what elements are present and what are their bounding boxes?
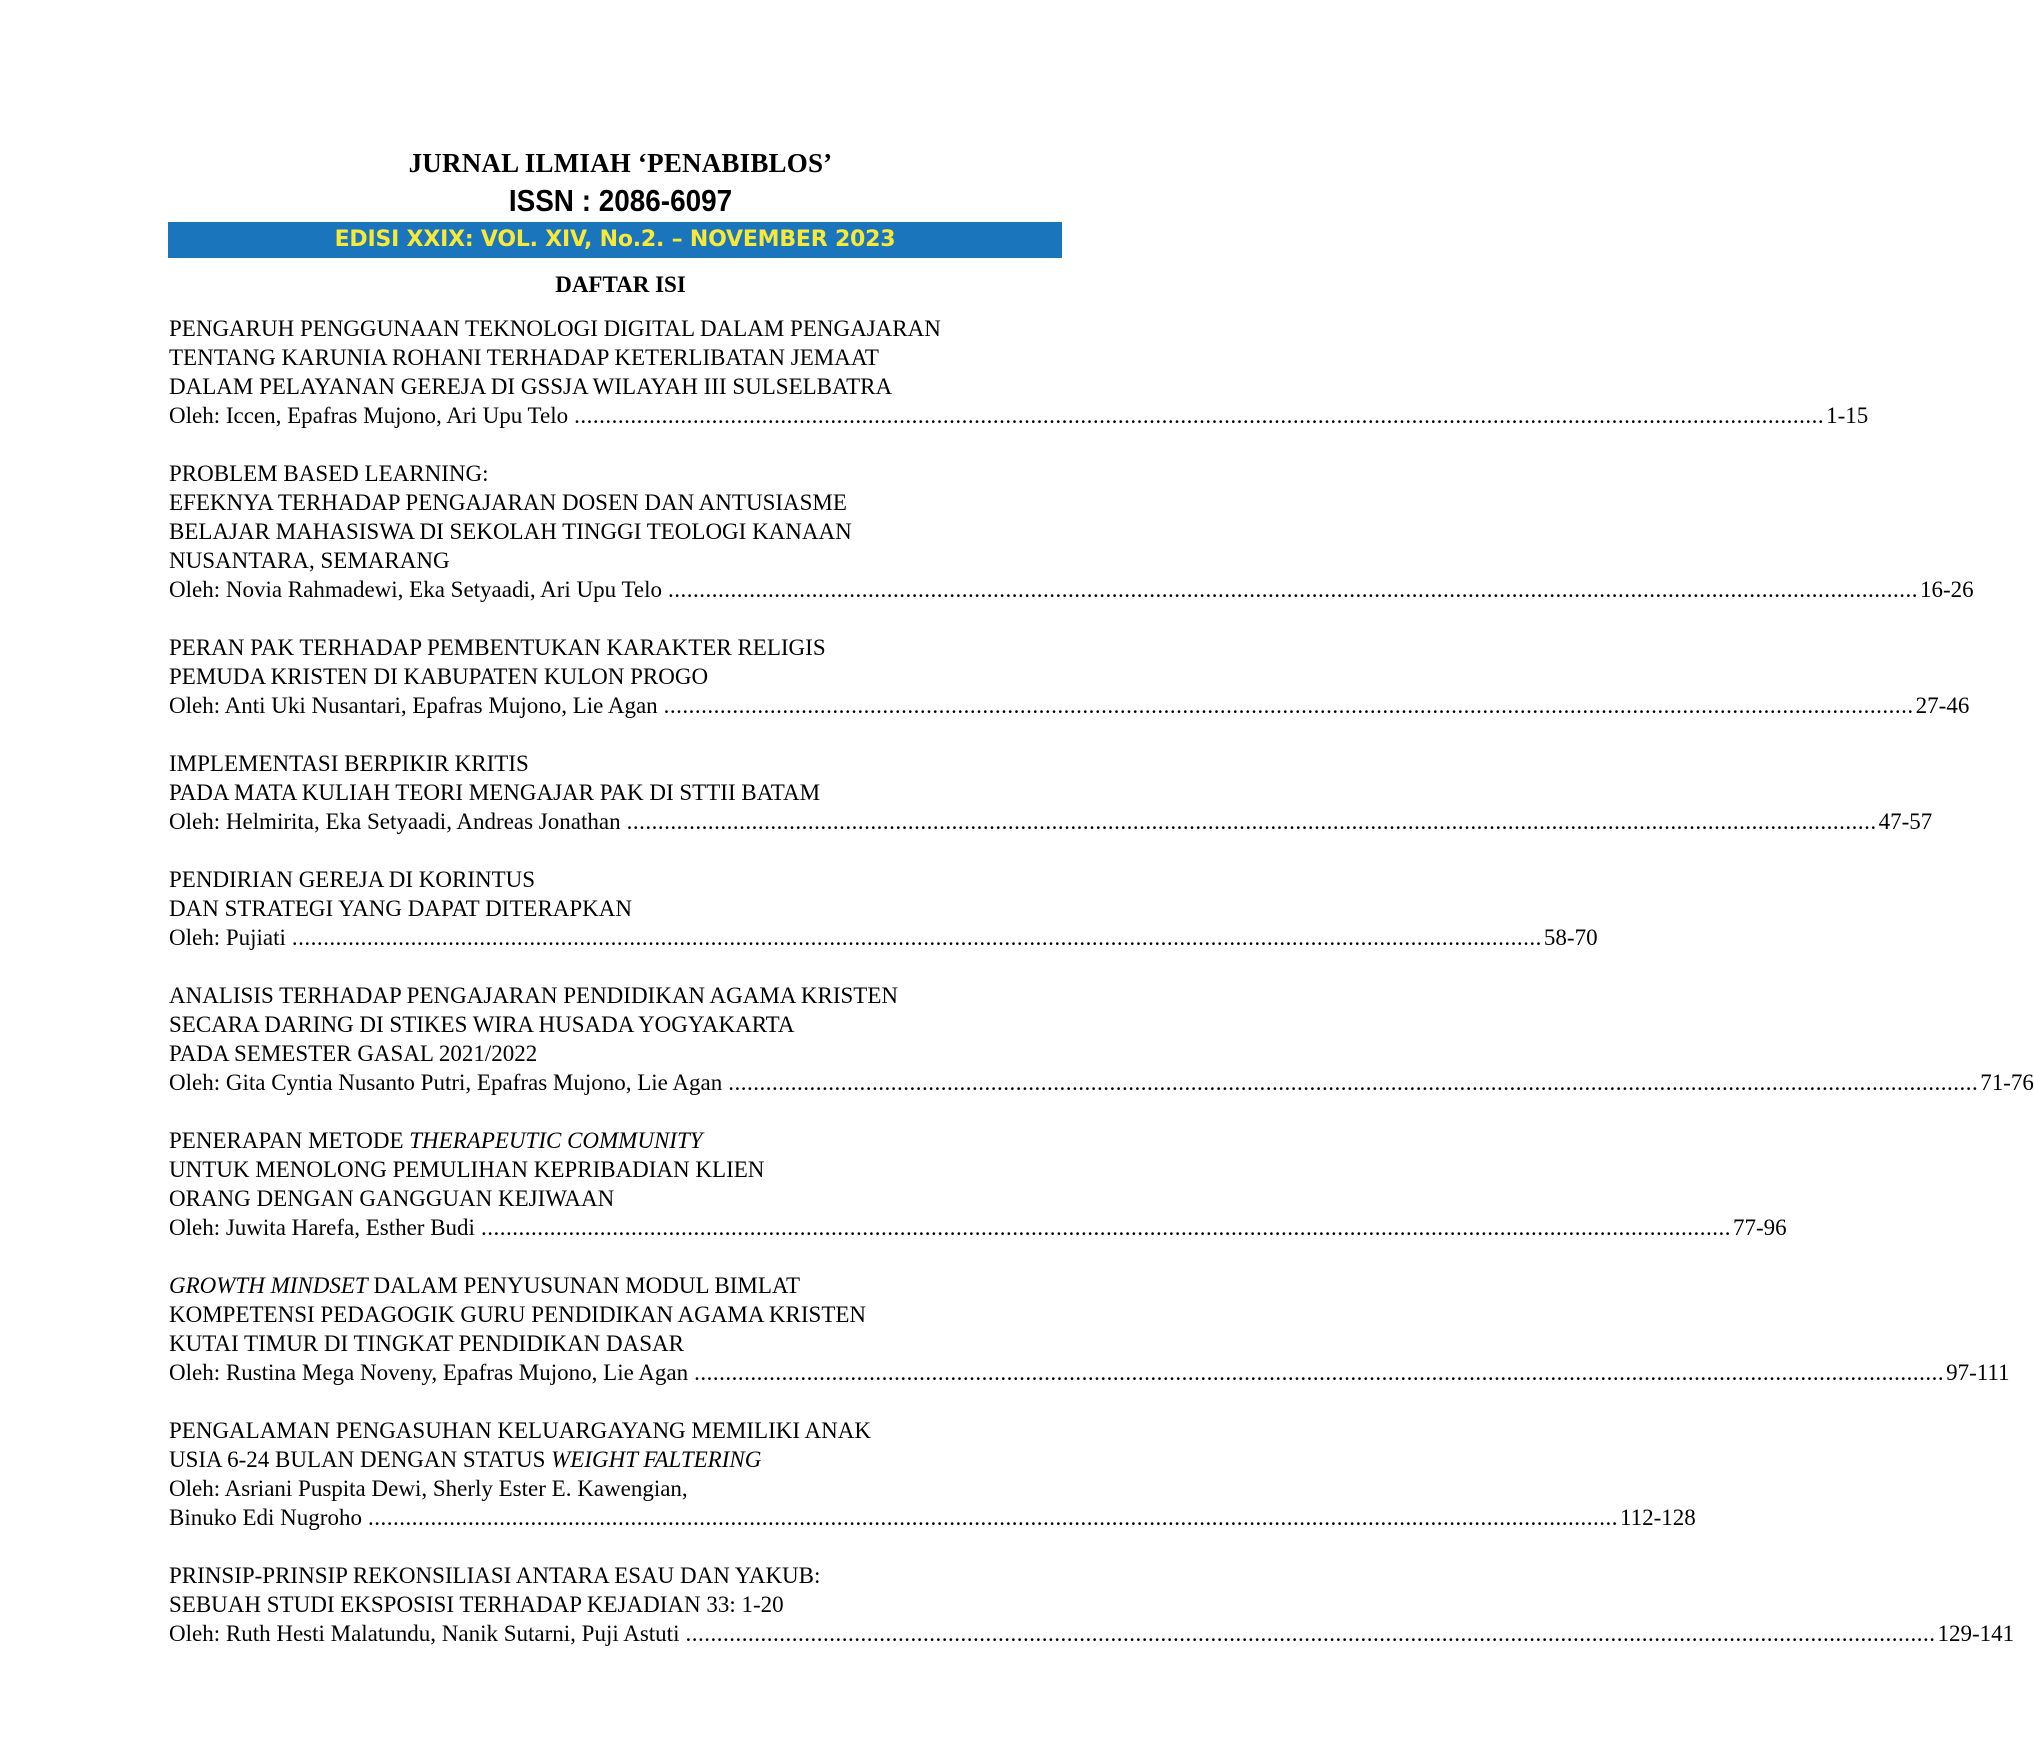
author-line xyxy=(169,807,1933,836)
toc-entry[interactable] xyxy=(169,1271,2010,1387)
author-line xyxy=(169,1503,1696,1532)
title-italic-text: THERAPEUTIC COMMUNITY xyxy=(409,1128,703,1153)
article-title-line: PROBLEM BASED LEARNING: xyxy=(169,461,489,486)
article-title-line: PENGALAMAN PENGASUHAN KELUARGAYANG MEMILIKI ANAK xyxy=(169,1418,871,1443)
toc-entry[interactable] xyxy=(169,1561,2015,1648)
article-title-line: PENDIRIAN GEREJA DI KORINTUS xyxy=(169,867,536,892)
leader-dots: ........................................................................................................................................................................................................ xyxy=(480,1215,1731,1240)
page-range: 27-46 xyxy=(1915,693,1970,718)
article-title-line: UNTUK MENOLONG PEMULIHAN KEPRIBADIAN KLIEN xyxy=(169,1157,765,1182)
leader-dots: ........................................................................................................................................................................................................ xyxy=(694,1360,1945,1385)
article-title-line: SEBUAH STUDI EKSPOSISI TERHADAP KEJADIAN 33: 1-20 xyxy=(169,1592,784,1617)
page-range: 97-111 xyxy=(1946,1360,2010,1385)
leader-dots: ........................................................................................................................................................................................................ xyxy=(663,693,1914,718)
page-range: 47-57 xyxy=(1878,809,1933,834)
article-title-line: DALAM PELAYANAN GEREJA DI GSSJA WILAYAH III SULSELBATRA xyxy=(169,374,893,399)
article-title-line: ORANG DENGAN GANGGUAN KEJIWAAN xyxy=(169,1186,615,1211)
leader-dots: ........................................................................................................................................................................................................ xyxy=(668,577,1918,602)
author-line xyxy=(169,1213,1787,1242)
article-authors: Oleh: Rustina Mega Noveny, Epafras Mujono, Lie Agan xyxy=(169,1360,689,1385)
article-authors: Oleh: Pujiati xyxy=(169,925,286,950)
article-authors: Oleh: Gita Cyntia Nusanto Putri, Epafras Mujono, Lie Agan xyxy=(169,1070,723,1095)
leader-dots: ........................................................................................................................................................................................................ xyxy=(626,809,1877,834)
toc-entry[interactable] xyxy=(169,1416,1696,1532)
toc-entry[interactable] xyxy=(169,749,1933,836)
article-title-line: PENGARUH PENGGUNAAN TEKNOLOGI DIGITAL DALAM PENGAJARAN xyxy=(169,316,941,341)
author-line xyxy=(169,575,1974,604)
page-range: 58-70 xyxy=(1543,925,1598,950)
article-title-line: DAN STRATEGI YANG DAPAT DITERAPKAN xyxy=(169,896,633,921)
article-title-line: PERAN PAK TERHADAP PEMBENTUKAN KARAKTER RELIGIS xyxy=(169,635,826,660)
page-range: 71-76 xyxy=(1980,1070,2034,1095)
leader-dots: ........................................................................................................................................................................................................ xyxy=(728,1070,1979,1095)
article-title-line: IMPLEMENTASI BERPIKIR KRITIS xyxy=(169,751,529,776)
leader-dots: ........................................................................................................................................................................................................ xyxy=(291,925,1542,950)
page-range: 1-15 xyxy=(1826,403,1869,428)
author-line xyxy=(169,401,1869,430)
article-title-line: KUTAI TIMUR DI TINGKAT PENDIDIKAN DASAR xyxy=(169,1331,685,1356)
article-title-line xyxy=(169,1271,1069,1300)
author-line xyxy=(169,1358,2010,1387)
article-title-line: PEMUDA KRISTEN DI KABUPATEN KULON PROGO xyxy=(169,664,709,689)
toc-entry[interactable] xyxy=(169,865,1598,952)
author-line xyxy=(169,923,1598,952)
page-range: 129-141 xyxy=(1937,1621,2015,1646)
toc-heading: DAFTAR ISI xyxy=(555,272,686,297)
toc-entry[interactable] xyxy=(169,459,1974,604)
article-authors: Oleh: Novia Rahmadewi, Eka Setyaadi, Ari Upu Telo xyxy=(169,577,662,602)
article-authors: Oleh: Juwita Harefa, Esther Budi xyxy=(169,1215,475,1240)
title-text: USIA 6-24 BULAN DENGAN STATUS xyxy=(169,1447,552,1472)
title-text: PENERAPAN METODE xyxy=(169,1128,410,1153)
page-range: 77-96 xyxy=(1732,1215,1787,1240)
article-title-line: ANALISIS TERHADAP PENGAJARAN PENDIDIKAN AGAMA KRISTEN xyxy=(169,983,899,1008)
article-title-line: PRINSIP-PRINSIP REKONSILIASI ANTARA ESAU DAN YAKUB: xyxy=(169,1563,821,1588)
article-title-line: BELAJAR MAHASISWA DI SEKOLAH TINGGI TEOLOGI KANAAN xyxy=(169,519,852,544)
toc-entry[interactable] xyxy=(169,1126,1787,1242)
article-authors: Oleh: Ruth Hesti Malatundu, Nanik Sutarni, Puji Astuti xyxy=(169,1621,680,1646)
issn-number: ISSN : 2086-6097 xyxy=(508,183,733,218)
edition-banner: EDISI XXIX: VOL. XIV, No.2. – NOVEMBER 2023 xyxy=(168,222,1062,258)
article-title-line xyxy=(169,1445,1069,1474)
article-title-line xyxy=(169,1126,1069,1155)
article-authors: Oleh: Asriani Puspita Dewi, Sherly Ester E. Kawengian, xyxy=(169,1476,688,1501)
article-title-line: PADA MATA KULIAH TEORI MENGAJAR PAK DI STTII BATAM xyxy=(169,780,821,805)
toc-entry[interactable] xyxy=(169,633,1970,720)
title-italic-text: WEIGHT FALTERING xyxy=(551,1447,762,1472)
author-line xyxy=(169,1068,2034,1097)
article-title-line: TENTANG KARUNIA ROHANI TERHADAP KETERLIBATAN JEMAAT xyxy=(169,345,879,370)
table-of-contents xyxy=(169,314,2034,1677)
article-title-line: PADA SEMESTER GASAL 2021/2022 xyxy=(169,1041,538,1066)
journal-title: JURNAL ILMIAH ‘PENABIBLOS’ xyxy=(408,148,833,178)
author-line xyxy=(169,691,1970,720)
toc-entry[interactable] xyxy=(169,314,1869,430)
title-italic-text: GROWTH MINDSET xyxy=(169,1273,368,1298)
article-title-line: SECARA DARING DI STIKES WIRA HUSADA YOGYAKARTA xyxy=(169,1012,795,1037)
leader-dots: ........................................................................................................................................................................................................ xyxy=(367,1505,1618,1530)
leader-dots: ........................................................................................................................................................................................................ xyxy=(574,403,1825,428)
article-authors: Oleh: Helmirita, Eka Setyaadi, Andreas Jonathan xyxy=(169,809,621,834)
leader-dots: ........................................................................................................................................................................................................ xyxy=(685,1621,1936,1646)
article-title-line: KOMPETENSI PEDAGOGIK GURU PENDIDIKAN AGAMA KRISTEN xyxy=(169,1302,867,1327)
article-title-line: EFEKNYA TERHADAP PENGAJARAN DOSEN DAN ANTUSIASME xyxy=(169,490,847,515)
page-range: 112-128 xyxy=(1619,1505,1696,1530)
title-text: DALAM PENYUSUNAN MODUL BIMLAT xyxy=(367,1273,801,1298)
toc-entry[interactable] xyxy=(169,981,2034,1097)
author-line xyxy=(169,1619,2015,1648)
page-range: 16-26 xyxy=(1920,577,1974,602)
article-title-line: NUSANTARA, SEMARANG xyxy=(169,548,450,573)
article-authors: Oleh: Anti Uki Nusantari, Epafras Mujono, Lie Agan xyxy=(169,693,658,718)
article-authors: Binuko Edi Nugroho xyxy=(169,1505,362,1530)
article-authors: Oleh: Iccen, Epafras Mujono, Ari Upu Telo xyxy=(169,403,569,428)
